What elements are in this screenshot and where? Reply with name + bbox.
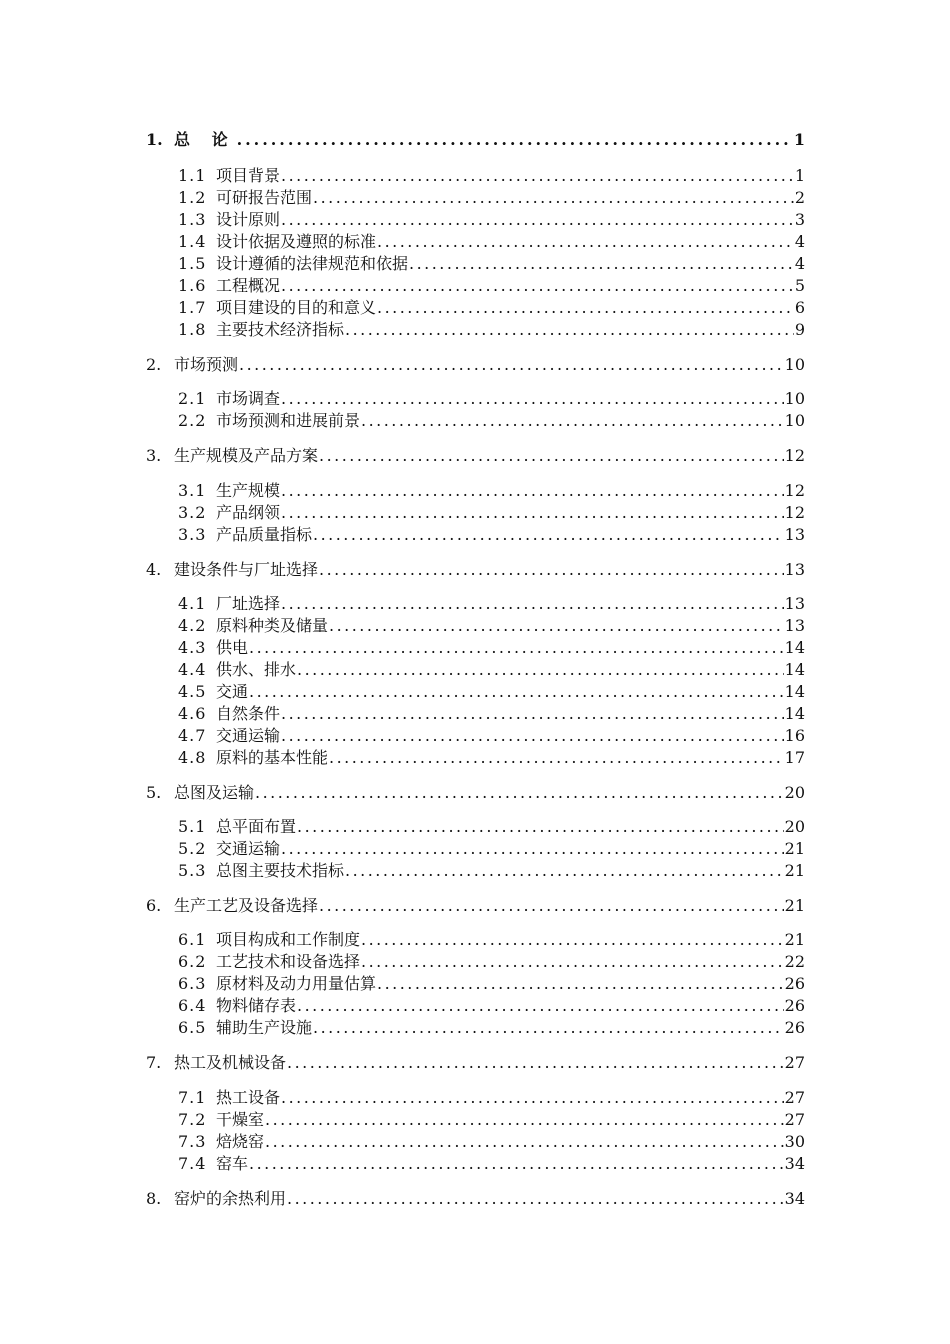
toc-title: 总 论 [174, 130, 236, 149]
toc-section-3-1[interactable] [178, 480, 805, 502]
dot-leader [281, 1087, 784, 1109]
toc-page-number: 12 [784, 503, 805, 522]
toc-title: 市场预测和进展前景 [216, 411, 361, 430]
toc-number: 4.5 [178, 682, 207, 701]
toc-page-number: 13 [784, 525, 805, 544]
dot-leader [297, 659, 784, 681]
toc-title: 设计依据及遵照的标准 [216, 232, 377, 251]
toc-section-4-7[interactable] [178, 725, 805, 747]
toc-number: 1.3 [178, 210, 207, 229]
toc-page-number: 1 [794, 166, 805, 185]
toc-number: 5.1 [178, 817, 207, 836]
toc-title: 总平面布置 [216, 817, 297, 836]
toc-number: 4.7 [178, 726, 207, 745]
toc-section-1-6[interactable] [178, 275, 805, 297]
toc-page-number: 3 [794, 210, 805, 229]
toc-title: 产品质量指标 [216, 525, 313, 544]
toc-section-2-2[interactable] [178, 410, 805, 432]
toc-page-number: 27 [784, 1053, 805, 1072]
toc-chapter-1[interactable] [146, 129, 805, 151]
toc-page-number: 34 [784, 1154, 805, 1173]
toc-number: 8. [146, 1189, 162, 1208]
dot-leader [237, 129, 793, 151]
dot-leader [281, 593, 784, 615]
toc-number: 4.4 [178, 660, 207, 679]
toc-title: 交通运输 [216, 726, 281, 745]
toc-number: 4.6 [178, 704, 207, 723]
dot-leader [281, 480, 784, 502]
toc-page-number: 17 [784, 748, 805, 767]
toc-title: 市场预测 [174, 355, 239, 374]
toc-page-number: 13 [784, 594, 805, 613]
toc-title: 自然条件 [216, 704, 281, 723]
toc-number: 4.1 [178, 594, 207, 613]
toc-page-number: 27 [784, 1088, 805, 1107]
dot-leader [281, 165, 794, 187]
toc-section-4-3[interactable] [178, 637, 805, 659]
toc-section-7-4[interactable] [178, 1153, 805, 1175]
toc-section-4-4[interactable] [178, 659, 805, 681]
toc-page-number: 34 [784, 1189, 805, 1208]
toc-section-1-4[interactable] [178, 231, 805, 253]
toc-title: 热工设备 [216, 1088, 281, 1107]
toc-number: 1. [146, 130, 163, 149]
toc-number: 6.5 [178, 1018, 207, 1037]
toc-number: 6.2 [178, 952, 207, 971]
toc-section-6-2[interactable] [178, 951, 805, 973]
toc-title: 可研报告范围 [216, 188, 313, 207]
dot-leader [319, 895, 784, 917]
toc-section-3-3[interactable] [178, 524, 805, 546]
toc-title: 原料种类及储量 [216, 616, 329, 635]
toc-chapter-6[interactable] [146, 895, 805, 917]
dot-leader [319, 559, 784, 581]
toc-section-7-1[interactable] [178, 1087, 805, 1109]
toc-number: 7.1 [178, 1088, 207, 1107]
toc-title: 交通运输 [216, 839, 281, 858]
toc-title: 生产规模及产品方案 [174, 446, 319, 465]
dot-leader [249, 681, 784, 703]
toc-section-1-8[interactable] [178, 319, 805, 341]
dot-leader [265, 1131, 784, 1153]
toc-title: 供电 [216, 638, 249, 657]
toc-chapter-4[interactable] [146, 559, 805, 581]
toc-page-number: 4 [794, 232, 805, 251]
dot-leader [361, 951, 784, 973]
toc-title: 工艺技术和设备选择 [216, 952, 361, 971]
toc-page-number: 5 [794, 276, 805, 295]
toc-number: 1.5 [178, 254, 207, 273]
toc-number: 6. [146, 896, 162, 915]
toc-title: 项目背景 [216, 166, 281, 185]
toc-page-number: 14 [784, 660, 805, 679]
dot-leader [329, 747, 784, 769]
toc-title: 辅助生产设施 [216, 1018, 313, 1037]
toc-section-1-5[interactable] [178, 253, 805, 275]
toc-chapter-2[interactable] [146, 354, 805, 376]
toc-title: 原料的基本性能 [216, 748, 329, 767]
toc-page-number: 20 [784, 817, 805, 836]
toc-page-number: 21 [784, 896, 805, 915]
dot-leader [287, 1052, 784, 1074]
toc-number: 5.2 [178, 839, 207, 858]
toc-number: 6.4 [178, 996, 207, 1015]
toc-title: 物料储存表 [216, 996, 297, 1015]
toc-section-1-1[interactable] [178, 165, 805, 187]
toc-page-number: 12 [784, 446, 805, 465]
toc-section-2-1[interactable] [178, 388, 805, 410]
dot-leader [281, 703, 784, 725]
toc-number: 1.6 [178, 276, 207, 295]
toc-title: 原材料及动力用量估算 [216, 974, 377, 993]
toc-section-7-2[interactable] [178, 1109, 805, 1131]
toc-chapter-3[interactable] [146, 445, 805, 467]
dot-leader [281, 275, 794, 297]
toc-section-6-5[interactable] [178, 1017, 805, 1039]
toc-page-number: 20 [784, 783, 805, 802]
toc-number: 3. [146, 446, 162, 465]
toc-number: 1.2 [178, 188, 207, 207]
toc-number: 1.4 [178, 232, 207, 251]
toc-page-number: 10 [784, 355, 805, 374]
toc-page-number: 26 [784, 974, 805, 993]
dot-leader [313, 1017, 784, 1039]
toc-section-4-5[interactable] [178, 681, 805, 703]
toc-section-5-2[interactable] [178, 838, 805, 860]
toc-page-number: 16 [784, 726, 805, 745]
dot-leader [297, 816, 784, 838]
toc-number: 1.7 [178, 298, 207, 317]
toc-section-1-7[interactable] [178, 297, 805, 319]
toc-number: 5. [146, 783, 162, 802]
dot-leader [313, 187, 794, 209]
toc-title: 干燥室 [216, 1110, 265, 1129]
dot-leader [255, 782, 784, 804]
toc-page-number: 14 [784, 638, 805, 657]
toc-section-5-3[interactable] [178, 860, 805, 882]
toc-title: 建设条件与厂址选择 [174, 560, 319, 579]
toc-title: 厂址选择 [216, 594, 281, 613]
toc-number: 4. [146, 560, 162, 579]
toc-page-number: 13 [784, 616, 805, 635]
toc-section-4-1[interactable] [178, 593, 805, 615]
toc-page-number: 9 [794, 320, 805, 339]
toc-number: 1.8 [178, 320, 207, 339]
toc-section-3-2[interactable] [178, 502, 805, 524]
toc-number: 7.2 [178, 1110, 207, 1129]
toc-title: 窑炉的余热利用 [174, 1189, 287, 1208]
dot-leader [281, 209, 794, 231]
toc-number: 3.1 [178, 481, 207, 500]
toc-number: 3.2 [178, 503, 207, 522]
toc-title: 热工及机械设备 [174, 1053, 287, 1072]
toc-number: 6.3 [178, 974, 207, 993]
dot-leader [345, 319, 794, 341]
toc-section-1-2[interactable] [178, 187, 805, 209]
toc-chapter-7[interactable] [146, 1052, 805, 1074]
dot-leader [287, 1188, 784, 1210]
toc-page-number: 6 [794, 298, 805, 317]
toc-page-number: 21 [784, 861, 805, 880]
toc-title: 市场调查 [216, 389, 281, 408]
toc-section-4-2[interactable] [178, 615, 805, 637]
dot-leader [377, 297, 794, 319]
dot-leader [297, 995, 784, 1017]
dot-leader [361, 410, 784, 432]
toc-number: 1.1 [178, 166, 207, 185]
dot-leader [281, 838, 784, 860]
toc-section-6-4[interactable] [178, 995, 805, 1017]
toc-title: 设计遵循的法律规范和依据 [216, 254, 409, 273]
dot-leader [249, 637, 784, 659]
toc-number: 5.3 [178, 861, 207, 880]
dot-leader [281, 388, 784, 410]
toc-section-7-3[interactable] [178, 1131, 805, 1153]
toc-section-6-3[interactable] [178, 973, 805, 995]
toc-page-number: 30 [784, 1132, 805, 1151]
toc-page-number: 4 [794, 254, 805, 273]
dot-leader [249, 1153, 784, 1175]
toc-title: 主要技术经济指标 [216, 320, 345, 339]
dot-leader [377, 973, 784, 995]
dot-leader [281, 725, 784, 747]
toc-number: 4.3 [178, 638, 207, 657]
toc-page-number: 21 [784, 930, 805, 949]
toc-number: 7. [146, 1053, 162, 1072]
toc-title: 生产规模 [216, 481, 281, 500]
dot-leader [281, 502, 784, 524]
toc-title: 窑车 [216, 1154, 249, 1173]
toc-page-number: 27 [784, 1110, 805, 1129]
toc-chapter-5[interactable] [146, 782, 805, 804]
toc-number: 6.1 [178, 930, 207, 949]
toc-number: 2.2 [178, 411, 207, 430]
toc-page-number: 22 [784, 952, 805, 971]
toc-number: 2. [146, 355, 162, 374]
toc-page-number: 10 [784, 411, 805, 430]
toc-number: 3.3 [178, 525, 207, 544]
toc-chapter-8[interactable] [146, 1188, 805, 1210]
dot-leader [345, 860, 784, 882]
toc-section-5-1[interactable] [178, 816, 805, 838]
toc-page-number: 14 [784, 704, 805, 723]
toc-page-number: 26 [784, 1018, 805, 1037]
toc-title: 交通 [216, 682, 249, 701]
toc-title: 设计原则 [216, 210, 281, 229]
toc-page-number: 10 [784, 389, 805, 408]
dot-leader [361, 929, 784, 951]
dot-leader [313, 524, 784, 546]
toc-section-4-8[interactable] [178, 747, 805, 769]
toc-number: 7.3 [178, 1132, 207, 1151]
toc-title: 产品纲领 [216, 503, 281, 522]
toc-page-number: 21 [784, 839, 805, 858]
dot-leader [319, 445, 784, 467]
toc-title: 生产工艺及设备选择 [174, 896, 319, 915]
toc-section-4-6[interactable] [178, 703, 805, 725]
toc-title: 工程概况 [216, 276, 281, 295]
dot-leader [377, 231, 794, 253]
toc-title: 焙烧窑 [216, 1132, 265, 1151]
toc-title: 供水、排水 [216, 660, 297, 679]
toc-page-number: 2 [794, 188, 805, 207]
toc-title: 项目建设的目的和意义 [216, 298, 377, 317]
dot-leader [265, 1109, 784, 1131]
toc-page-number: 12 [784, 481, 805, 500]
dot-leader [409, 253, 794, 275]
toc-number: 4.8 [178, 748, 207, 767]
toc-number: 4.2 [178, 616, 207, 635]
dot-leader [329, 615, 784, 637]
toc-page-number: 14 [784, 682, 805, 701]
toc-number: 2.1 [178, 389, 207, 408]
toc-page-number: 26 [784, 996, 805, 1015]
toc-page-number: 13 [784, 560, 805, 579]
toc-section-1-3[interactable] [178, 209, 805, 231]
toc-title: 项目构成和工作制度 [216, 930, 361, 949]
toc-section-6-1[interactable] [178, 929, 805, 951]
toc-page-number: 1 [793, 130, 805, 149]
toc-title: 总图主要技术指标 [216, 861, 345, 880]
toc-title: 总图及运输 [174, 783, 255, 802]
dot-leader [239, 354, 784, 376]
toc-number: 7.4 [178, 1154, 207, 1173]
